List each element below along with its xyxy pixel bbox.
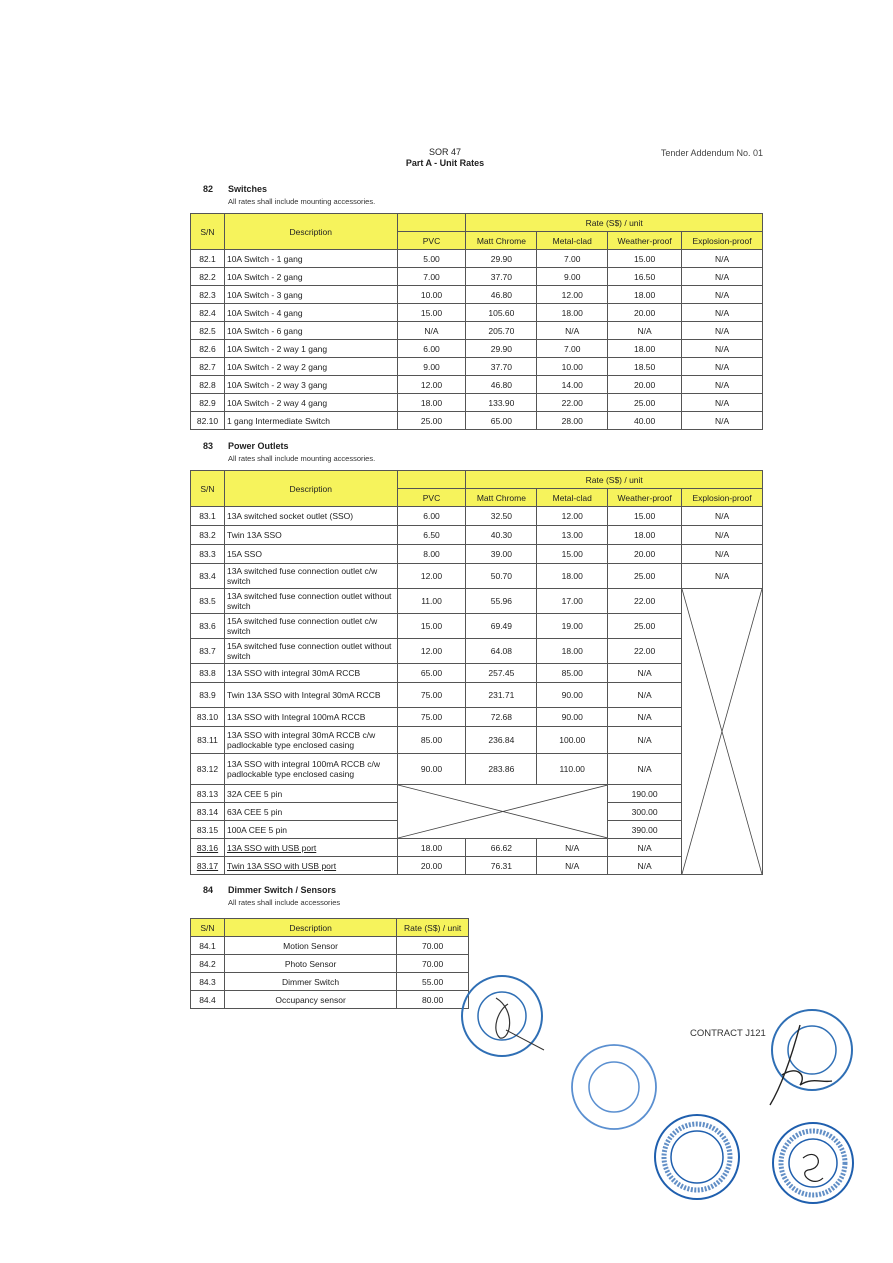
table-row bbox=[191, 857, 763, 875]
row-sn: 83.1 bbox=[191, 507, 225, 526]
power-outlets-table bbox=[190, 470, 763, 875]
col-pvc: PVC bbox=[397, 489, 466, 507]
row-sn: 83.15 bbox=[191, 821, 225, 839]
not-applicable-cross bbox=[397, 785, 608, 839]
row-description: 13A switched fuse connection outlet c/w switch bbox=[224, 564, 397, 589]
row-rate: 29.90 bbox=[466, 250, 537, 268]
row-rate: N/A bbox=[682, 526, 763, 545]
row-rate: 28.00 bbox=[537, 412, 608, 430]
row-rate: 46.80 bbox=[466, 286, 537, 304]
row-sn: 83.10 bbox=[191, 708, 225, 727]
row-sn: 83.8 bbox=[191, 664, 225, 683]
section-83-subtitle: All rates shall include mounting accessories. bbox=[228, 454, 376, 463]
row-rate: 18.50 bbox=[608, 358, 682, 376]
row-sn: 84.4 bbox=[191, 991, 225, 1009]
row-rate: 90.00 bbox=[537, 683, 608, 708]
row-rate: 236.84 bbox=[466, 727, 537, 754]
row-rate: 40.00 bbox=[608, 412, 682, 430]
row-sn: 82.3 bbox=[191, 286, 225, 304]
table-row bbox=[191, 991, 469, 1009]
row-description: 15A switched fuse connection outlet without switch bbox=[224, 639, 397, 664]
col-pvc: PVC bbox=[397, 232, 466, 250]
row-rate: 16.50 bbox=[608, 268, 682, 286]
row-description: 32A CEE 5 pin bbox=[224, 785, 397, 803]
col-explosion-proof: Explosion-proof bbox=[682, 489, 763, 507]
row-description: 1 gang Intermediate Switch bbox=[224, 412, 397, 430]
row-rate: 20.00 bbox=[397, 857, 466, 875]
table-row bbox=[191, 526, 763, 545]
row-rate: N/A bbox=[682, 412, 763, 430]
lotte-company-seal-signed bbox=[768, 1118, 858, 1208]
row-description: 15A switched fuse connection outlet c/w switch bbox=[224, 614, 397, 639]
table-row bbox=[191, 639, 763, 664]
table-row bbox=[191, 785, 763, 803]
row-rate: 37.70 bbox=[466, 358, 537, 376]
row-sn: 82.10 bbox=[191, 412, 225, 430]
row-rate: 20.00 bbox=[608, 304, 682, 322]
section-82-subtitle: All rates shall include mounting accessories. bbox=[228, 197, 376, 206]
row-description: 10A Switch - 4 gang bbox=[224, 304, 397, 322]
row-rate: N/A bbox=[608, 708, 682, 727]
row-description: 10A Switch - 2 way 1 gang bbox=[224, 340, 397, 358]
table-row bbox=[191, 286, 763, 304]
row-rate: 7.00 bbox=[537, 340, 608, 358]
col-rate: Rate (S$) / unit bbox=[466, 471, 763, 489]
row-description: Motion Sensor bbox=[224, 937, 396, 955]
row-description: Dimmer Switch bbox=[224, 973, 396, 991]
row-rate: 18.00 bbox=[608, 526, 682, 545]
row-sn: 83.12 bbox=[191, 754, 225, 785]
row-rate: 10.00 bbox=[397, 286, 466, 304]
switches-table bbox=[190, 213, 763, 430]
row-rate: 75.00 bbox=[397, 708, 466, 727]
row-rate: N/A bbox=[682, 322, 763, 340]
table-row bbox=[191, 268, 763, 286]
row-rate: N/A bbox=[682, 376, 763, 394]
document-part: Part A - Unit Rates bbox=[405, 158, 485, 168]
row-rate: 55.00 bbox=[397, 973, 469, 991]
row-rate: N/A bbox=[682, 286, 763, 304]
row-rate: 190.00 bbox=[608, 785, 682, 803]
row-rate: 18.00 bbox=[537, 639, 608, 664]
row-rate: N/A bbox=[608, 664, 682, 683]
row-rate: 133.90 bbox=[466, 394, 537, 412]
document-code: SOR 47 bbox=[428, 147, 461, 157]
row-rate: N/A bbox=[682, 545, 763, 564]
row-rate: 12.00 bbox=[397, 376, 466, 394]
row-rate: N/A bbox=[682, 304, 763, 322]
row-rate: 80.00 bbox=[397, 991, 469, 1009]
row-sn: 83.4 bbox=[191, 564, 225, 589]
table-row bbox=[191, 589, 763, 614]
row-rate: 12.00 bbox=[397, 639, 466, 664]
row-rate: 29.90 bbox=[466, 340, 537, 358]
row-sn: 83.17 bbox=[191, 857, 225, 875]
row-rate: 75.00 bbox=[397, 683, 466, 708]
row-rate: 72.68 bbox=[466, 708, 537, 727]
row-rate: N/A bbox=[608, 839, 682, 857]
row-rate: 7.00 bbox=[537, 250, 608, 268]
row-rate: 12.00 bbox=[397, 564, 466, 589]
row-rate: 13.00 bbox=[537, 526, 608, 545]
row-description: 10A Switch - 2 way 4 gang bbox=[224, 394, 397, 412]
row-rate: 12.00 bbox=[537, 286, 608, 304]
row-rate: 6.00 bbox=[397, 340, 466, 358]
col-sn: S/N bbox=[191, 214, 225, 250]
row-rate: 15.00 bbox=[537, 545, 608, 564]
row-rate: 10.00 bbox=[537, 358, 608, 376]
row-description: Twin 13A SSO bbox=[224, 526, 397, 545]
row-rate: 20.00 bbox=[608, 376, 682, 394]
row-rate: 8.00 bbox=[397, 545, 466, 564]
row-rate: 6.50 bbox=[397, 526, 466, 545]
row-rate: N/A bbox=[682, 564, 763, 589]
row-rate: 110.00 bbox=[537, 754, 608, 785]
row-rate: 300.00 bbox=[608, 803, 682, 821]
row-description: 13A switched socket outlet (SSO) bbox=[224, 507, 397, 526]
row-rate: N/A bbox=[537, 322, 608, 340]
table-row bbox=[191, 358, 763, 376]
table-row bbox=[191, 376, 763, 394]
row-description: 10A Switch - 2 way 3 gang bbox=[224, 376, 397, 394]
row-rate: N/A bbox=[397, 322, 466, 340]
table-row bbox=[191, 973, 469, 991]
col-metal-clad: Metal-clad bbox=[537, 489, 608, 507]
table-row bbox=[191, 340, 763, 358]
row-rate: 15.00 bbox=[397, 614, 466, 639]
row-sn: 83.3 bbox=[191, 545, 225, 564]
col-description: Description bbox=[224, 919, 396, 937]
row-description: 63A CEE 5 pin bbox=[224, 803, 397, 821]
row-description: 10A Switch - 3 gang bbox=[224, 286, 397, 304]
row-sn: 82.6 bbox=[191, 340, 225, 358]
row-rate: 55.96 bbox=[466, 589, 537, 614]
row-rate: N/A bbox=[682, 340, 763, 358]
row-rate: 17.00 bbox=[537, 589, 608, 614]
row-rate: 100.00 bbox=[537, 727, 608, 754]
row-rate: 85.00 bbox=[397, 727, 466, 754]
row-description: 10A Switch - 2 gang bbox=[224, 268, 397, 286]
row-sn: 83.13 bbox=[191, 785, 225, 803]
row-rate: 25.00 bbox=[608, 394, 682, 412]
row-rate: 257.45 bbox=[466, 664, 537, 683]
row-description: 13A SSO with Integral 100mA RCCB bbox=[224, 708, 397, 727]
section-84-title: Dimmer Switch / Sensors bbox=[228, 885, 337, 895]
table-row bbox=[191, 708, 763, 727]
row-rate: N/A bbox=[682, 250, 763, 268]
table-row bbox=[191, 839, 763, 857]
row-sn: 83.9 bbox=[191, 683, 225, 708]
row-description: Photo Sensor bbox=[224, 955, 396, 973]
row-rate: 390.00 bbox=[608, 821, 682, 839]
row-description: 100A CEE 5 pin bbox=[224, 821, 397, 839]
row-rate: 6.00 bbox=[397, 507, 466, 526]
row-rate: N/A bbox=[608, 754, 682, 785]
row-rate: 40.30 bbox=[466, 526, 537, 545]
row-rate: 18.00 bbox=[397, 394, 466, 412]
col-rate: Rate (S$) / unit bbox=[397, 919, 469, 937]
row-rate: 37.70 bbox=[466, 268, 537, 286]
row-sn: 83.14 bbox=[191, 803, 225, 821]
row-sn: 82.1 bbox=[191, 250, 225, 268]
sensors-table bbox=[190, 918, 469, 1009]
row-description: 13A SSO with integral 100mA RCCB c/w padlockable type enclosed casing bbox=[224, 754, 397, 785]
row-description: 10A Switch - 1 gang bbox=[224, 250, 397, 268]
section-83-number: 83 bbox=[203, 441, 214, 451]
table-row bbox=[191, 304, 763, 322]
row-rate: 18.00 bbox=[537, 564, 608, 589]
col-sn: S/N bbox=[191, 919, 225, 937]
row-sn: 83.16 bbox=[191, 839, 225, 857]
table-row bbox=[191, 394, 763, 412]
row-description: 15A SSO bbox=[224, 545, 397, 564]
row-rate: 90.00 bbox=[397, 754, 466, 785]
row-description: 10A Switch - 2 way 2 gang bbox=[224, 358, 397, 376]
row-rate: 22.00 bbox=[608, 639, 682, 664]
not-applicable-cross bbox=[682, 589, 763, 875]
row-sn: 83.5 bbox=[191, 589, 225, 614]
row-rate: 205.70 bbox=[466, 322, 537, 340]
col-description: Description bbox=[224, 471, 397, 507]
table-row bbox=[191, 412, 763, 430]
row-rate: 25.00 bbox=[608, 614, 682, 639]
row-sn: 82.7 bbox=[191, 358, 225, 376]
row-rate: 69.49 bbox=[466, 614, 537, 639]
row-rate: 90.00 bbox=[537, 708, 608, 727]
row-description: 10A Switch - 6 gang bbox=[224, 322, 397, 340]
row-rate: 20.00 bbox=[608, 545, 682, 564]
row-rate: 85.00 bbox=[537, 664, 608, 683]
table-row bbox=[191, 727, 763, 754]
row-sn: 82.4 bbox=[191, 304, 225, 322]
table-row bbox=[191, 937, 469, 955]
row-rate: N/A bbox=[682, 358, 763, 376]
row-rate: 19.00 bbox=[537, 614, 608, 639]
row-rate: N/A bbox=[682, 394, 763, 412]
row-description: 13A SSO with integral 30mA RCCB bbox=[224, 664, 397, 683]
section-82-title: Switches bbox=[228, 184, 268, 194]
row-rate: N/A bbox=[682, 507, 763, 526]
row-rate: 18.00 bbox=[537, 304, 608, 322]
col-metal-clad: Metal-clad bbox=[537, 232, 608, 250]
table-row bbox=[191, 545, 763, 564]
row-rate: 18.00 bbox=[608, 340, 682, 358]
row-sn: 83.2 bbox=[191, 526, 225, 545]
bnl-company-seal-signed bbox=[762, 1005, 854, 1109]
col-sn: S/N bbox=[191, 471, 225, 507]
row-rate: N/A bbox=[537, 839, 608, 857]
row-rate: N/A bbox=[608, 683, 682, 708]
table-row bbox=[191, 564, 763, 589]
row-rate: 105.60 bbox=[466, 304, 537, 322]
row-sn: 84.2 bbox=[191, 955, 225, 973]
bnl-company-seal bbox=[456, 970, 548, 1062]
col-weather-proof: Weather-proof bbox=[608, 489, 682, 507]
section-83-title: Power Outlets bbox=[228, 441, 289, 451]
row-rate: 231.71 bbox=[466, 683, 537, 708]
row-rate: 22.00 bbox=[608, 589, 682, 614]
row-rate: 65.00 bbox=[466, 412, 537, 430]
row-rate: N/A bbox=[608, 857, 682, 875]
row-rate: 18.00 bbox=[397, 839, 466, 857]
col-description: Description bbox=[224, 214, 397, 250]
row-sn: 82.9 bbox=[191, 394, 225, 412]
row-description: 13A switched fuse connection outlet without switch bbox=[224, 589, 397, 614]
section-82-number: 82 bbox=[203, 184, 214, 194]
row-sn: 84.1 bbox=[191, 937, 225, 955]
section-84-subtitle: All rates shall include accessories bbox=[228, 898, 341, 907]
row-rate: 11.00 bbox=[397, 589, 466, 614]
col-blank bbox=[397, 471, 466, 489]
row-description: 13A SSO with USB port bbox=[224, 839, 397, 857]
table-row bbox=[191, 664, 763, 683]
row-rate: 15.00 bbox=[397, 304, 466, 322]
table-row bbox=[191, 322, 763, 340]
row-rate: 66.62 bbox=[466, 839, 537, 857]
row-rate: 50.70 bbox=[466, 564, 537, 589]
row-rate: 70.00 bbox=[397, 937, 469, 955]
lotte-company-seal bbox=[652, 1112, 742, 1202]
row-description: 13A SSO with integral 30mA RCCB c/w padlockable type enclosed casing bbox=[224, 727, 397, 754]
col-weather-proof: Weather-proof bbox=[608, 232, 682, 250]
col-rate: Rate (S$) / unit bbox=[466, 214, 763, 232]
contract-label: CONTRACT J121 bbox=[690, 1028, 766, 1039]
table-row bbox=[191, 754, 763, 785]
table-row bbox=[191, 683, 763, 708]
row-rate: 283.86 bbox=[466, 754, 537, 785]
row-rate: 25.00 bbox=[397, 412, 466, 430]
row-rate: 76.31 bbox=[466, 857, 537, 875]
row-rate: 14.00 bbox=[537, 376, 608, 394]
row-rate: 32.50 bbox=[466, 507, 537, 526]
row-rate: 12.00 bbox=[537, 507, 608, 526]
row-rate: 15.00 bbox=[608, 507, 682, 526]
row-sn: 84.3 bbox=[191, 973, 225, 991]
row-description: Twin 13A SSO with Integral 30mA RCCB bbox=[224, 683, 397, 708]
row-rate: 18.00 bbox=[608, 286, 682, 304]
section-84-number: 84 bbox=[203, 885, 214, 895]
row-rate: 39.00 bbox=[466, 545, 537, 564]
col-matt-chrome: Matt Chrome bbox=[466, 489, 537, 507]
table-row bbox=[191, 955, 469, 973]
row-rate: 25.00 bbox=[608, 564, 682, 589]
row-rate: N/A bbox=[537, 857, 608, 875]
row-rate: N/A bbox=[608, 727, 682, 754]
row-sn: 82.2 bbox=[191, 268, 225, 286]
row-sn: 82.8 bbox=[191, 376, 225, 394]
row-sn: 83.7 bbox=[191, 639, 225, 664]
addendum-label: Tender Addendum No. 01 bbox=[660, 148, 763, 158]
row-sn: 83.11 bbox=[191, 727, 225, 754]
row-sn: 83.6 bbox=[191, 614, 225, 639]
col-explosion-proof: Explosion-proof bbox=[682, 232, 763, 250]
row-rate: 15.00 bbox=[608, 250, 682, 268]
row-rate: 64.08 bbox=[466, 639, 537, 664]
table-row bbox=[191, 250, 763, 268]
row-rate: 22.00 bbox=[537, 394, 608, 412]
row-rate: 5.00 bbox=[397, 250, 466, 268]
row-rate: 9.00 bbox=[537, 268, 608, 286]
row-description: Occupancy sensor bbox=[224, 991, 396, 1009]
table-row bbox=[191, 614, 763, 639]
bnl-company-seal-2 bbox=[567, 1040, 661, 1134]
row-rate: 7.00 bbox=[397, 268, 466, 286]
row-rate: N/A bbox=[682, 268, 763, 286]
row-rate: N/A bbox=[608, 322, 682, 340]
row-rate: 9.00 bbox=[397, 358, 466, 376]
row-sn: 82.5 bbox=[191, 322, 225, 340]
col-matt-chrome: Matt Chrome bbox=[466, 232, 537, 250]
table-row bbox=[191, 507, 763, 526]
row-rate: 46.80 bbox=[466, 376, 537, 394]
row-description: Twin 13A SSO with USB port bbox=[224, 857, 397, 875]
row-rate: 65.00 bbox=[397, 664, 466, 683]
col-blank bbox=[397, 214, 466, 232]
row-rate: 70.00 bbox=[397, 955, 469, 973]
